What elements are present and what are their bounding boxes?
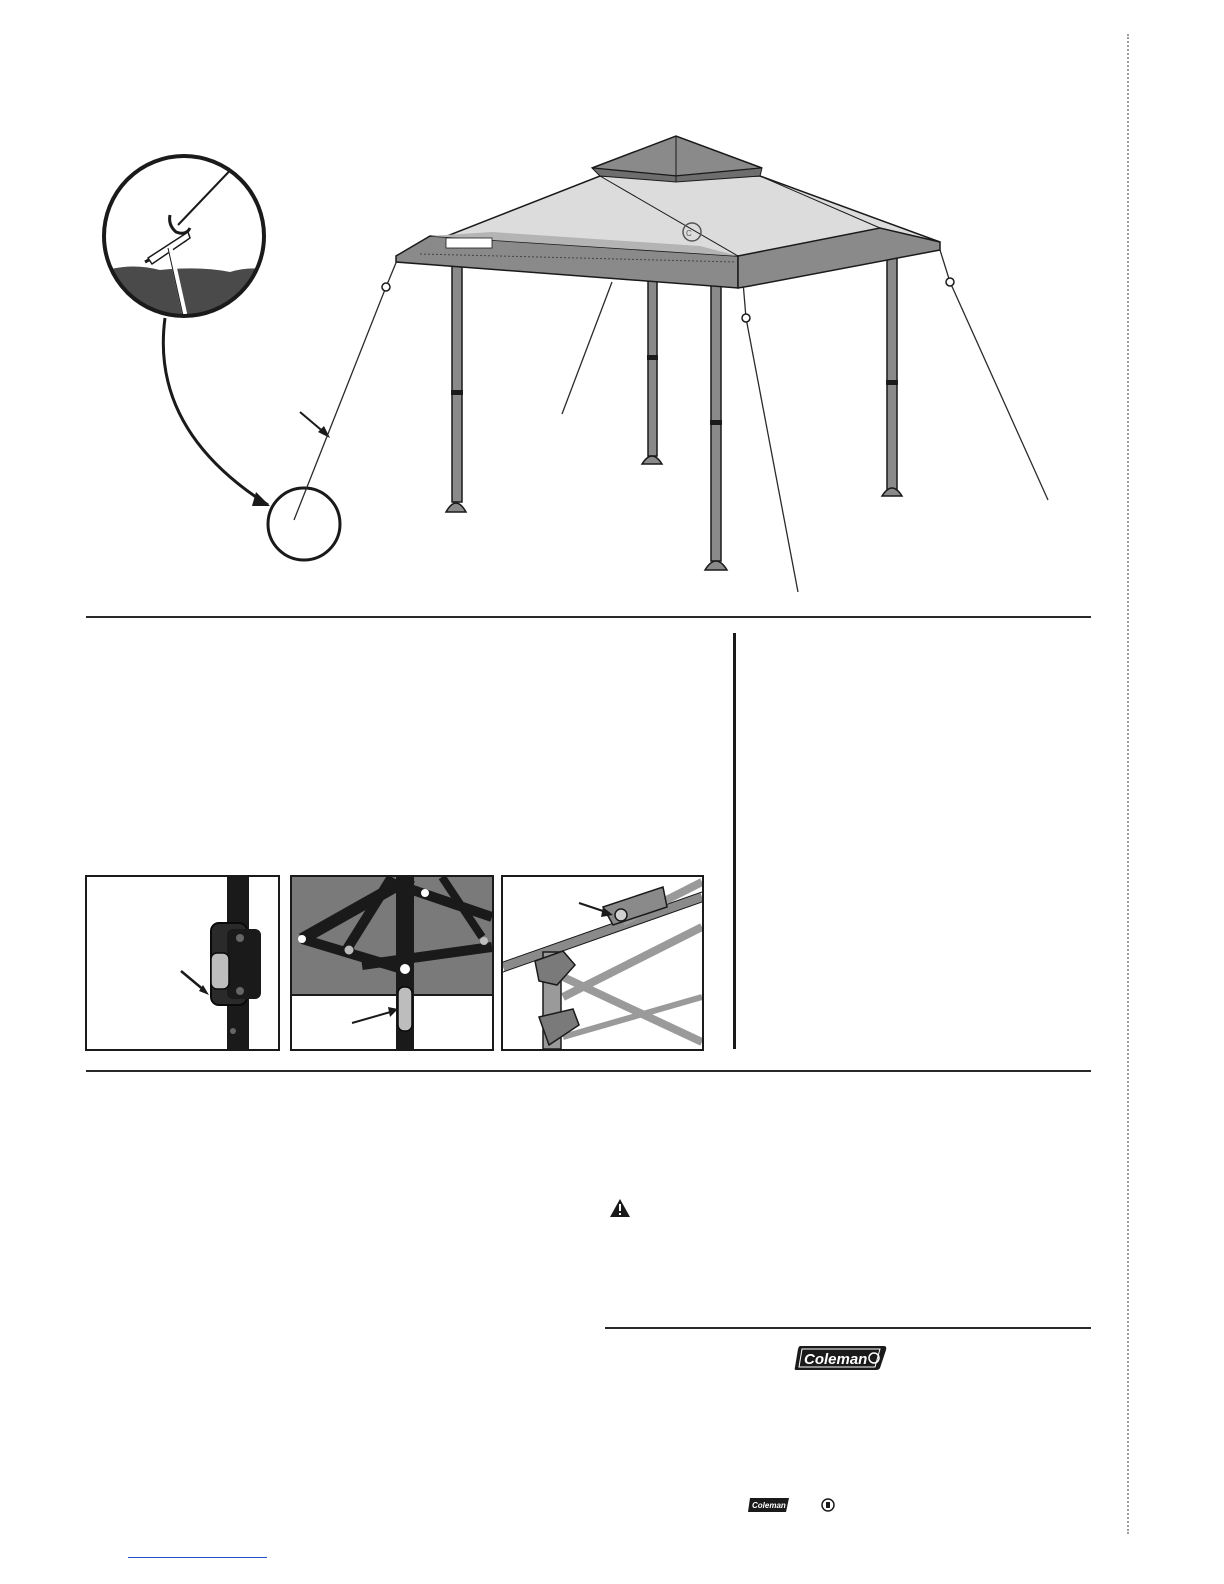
guy-lines <box>294 250 1048 592</box>
column-divider <box>733 633 736 1049</box>
callout-curve <box>163 318 268 505</box>
svg-text:Coleman: Coleman <box>752 1501 786 1510</box>
footer-rule <box>605 1327 1091 1329</box>
svg-text:Coleman: Coleman <box>804 1351 868 1368</box>
section-divider-top <box>86 616 1091 618</box>
warning-triangle-icon <box>609 1198 631 1218</box>
coleman-logo <box>794 1344 888 1372</box>
detail-panel-frame-joint <box>501 875 704 1051</box>
stake-detail-magnifier <box>100 156 270 330</box>
link-underline[interactable] <box>128 1557 267 1558</box>
detail-panel-leg-lock <box>85 875 280 1051</box>
stake-location-circle <box>268 488 340 560</box>
coleman-small-logo <box>747 1497 791 1513</box>
lantern-mark-icon <box>820 1497 836 1513</box>
section-divider-bottom <box>86 1070 1091 1072</box>
svg-text:C: C <box>686 229 692 238</box>
canopy-legs <box>446 258 902 570</box>
callout-arrowhead <box>252 492 270 506</box>
canopy-illustration <box>0 0 1224 610</box>
canopy-roof <box>396 136 940 288</box>
detail-panel-roof-hub <box>290 875 494 1051</box>
